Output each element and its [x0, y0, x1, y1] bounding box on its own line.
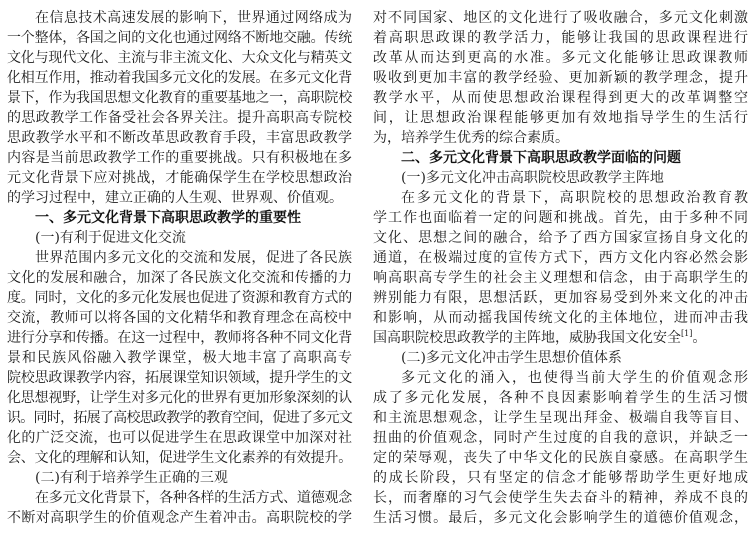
intro-paragraph [7, 8, 352, 208]
text-line: 不断对高职学生的价值观念产生着冲击。高职院校的学 [7, 510, 352, 526]
text-line: 化思想视野，让学生对多元化的世界有更加形象深刻的认 [7, 390, 352, 406]
text-line: 在多元文化背景下，各种各样的生活方式、道德观念 [35, 490, 352, 506]
text-line: 扭曲的价值观念，同时产生过度的自我的意识，并缺乏一 [373, 430, 748, 446]
text-line: 在多元文化的背景下，高职院校的思想政治教育教 [401, 190, 748, 206]
text-line: 长，而奢靡的习气会使学生失去奋斗的精神，养成不良的 [373, 490, 748, 506]
text-line: 文化与现代文化、主流与非主流文化、大众文化与精英文 [7, 50, 352, 66]
text-line: 的学习过程中，建立正确的人生观、世界观、价值观。 [7, 190, 343, 206]
text-line: 会、文化的理解和认知，促进学生文化素养的有效提升。 [7, 450, 352, 466]
text-line: 成了多元化发展，各种不良因素影响着学生的生活习惯 [373, 390, 748, 406]
text-line: 院校思政课教学内容，拓展课堂知识领域，提升学生的文 [7, 370, 352, 386]
body-paragraph [373, 188, 748, 348]
section-heading: 二、多元文化背景下高职思政教学面临的问题 [401, 150, 681, 166]
body-paragraph [7, 248, 352, 468]
text-line: 响高职高专学生的社会主义理想和信念，由于高职学生的 [373, 270, 748, 286]
text-line: 对不同国家、地区的文化进行了吸收融合，多元文化刺激 [373, 10, 748, 26]
text-line: 进行分享和传播。在这一过程中，教师将各种不同文化背 [7, 330, 352, 346]
text-line: 国高职院校思政教学的主阵地，威胁我国文化安全[1]。 [373, 329, 707, 346]
text-line: 间，让思想政治课程能够更加有效地指导学生的生活行 [373, 110, 748, 126]
left-column [7, 8, 352, 528]
text-line: 改革从而达到更高的水准。多元文化能够让思政课教师 [373, 50, 748, 66]
subsection-heading: (二)有利于培养学生正确的三观 [35, 470, 228, 486]
text-line: 着高职思政课的教学活力，能够让我国的思政课程进行 [373, 30, 748, 46]
text-line: 辨别能力有限，思想活跃，更加容易受到外来文化的冲击 [373, 290, 748, 306]
text-line: 内容是当前思政教学工作的重要挑战。只有积极地在多 [7, 150, 352, 166]
text-line: 的成长阶段，只有坚定的信念才能够帮助学生更好地成 [373, 470, 748, 486]
text-line: 化相互作用，推动着我国多元文化的发展。在多元文化背 [7, 70, 352, 86]
text-line: 文化、思想之间的融合，给予了西方国家宣扬自身文化的 [373, 230, 748, 246]
text-line: 在信息技术高速发展的影响下，世界通过网络成为 [35, 10, 352, 26]
text-line: 教学水平，从而使思想政治课程得到更大的改革调整空 [373, 90, 748, 106]
text-line: 化的广泛交流，也可以促进学生在思政课堂中加深对社 [7, 430, 352, 446]
subsection-heading: (一)多元文化冲击高职院校思政教学主阵地 [401, 170, 664, 186]
text-line: 生活习惯。最后，多元文化会影响学生的道德价值观念， [373, 510, 748, 526]
text-line: 和主流思想观念，让学生呈现出拜金、极端自我等盲目、 [373, 410, 748, 426]
text-line: 一个整体，各国之间的文化也通过网络不断地交融。传统 [7, 30, 352, 46]
text-line: 定的荣辱观，丧失了中华文化的民族自豪感。在高职学生 [373, 450, 748, 466]
citation-reference: [1] [681, 329, 693, 338]
body-paragraph [373, 368, 748, 528]
continued-paragraph [373, 8, 748, 148]
text-line: 文化的发展和融合，加深了各民族文化交流和传播的力 [7, 270, 352, 286]
text-line: 思政教学水平和不断改革思政教育手段，丰富思政教学 [7, 130, 352, 146]
subsection-heading: (一)有利于促进文化交流 [35, 230, 186, 246]
text-line: 通道，在极端过度的宣传方式下，西方文化内容必然会影 [373, 250, 748, 266]
subsection-heading: (二)多元文化冲击学生思想价值体系 [401, 350, 622, 366]
text-line: 和影响，从而动摇我国传统文化的主体地位，进而冲击我 [373, 310, 748, 326]
section-heading: 一、多元文化背景下高职思政教学的重要性 [35, 210, 301, 226]
text-line: 度。同时，文化的多元化发展也促进了资源和教育方式的 [7, 290, 352, 306]
text-line: 景下，作为我国思想文化教育的重要基地之一，高职院校 [7, 90, 352, 106]
text-line: 的思政教学工作备受社会各界关注。提升高职高专院校 [7, 110, 352, 126]
right-column [373, 8, 748, 528]
text-line: 世界范围内多元文化的交流和发展，促进了各民族 [35, 250, 352, 266]
text-line: 为，培养学生优秀的综合素质。 [373, 130, 569, 146]
text-line: 多元文化的涌入，也使得当前大学生的价值观念形 [401, 370, 748, 386]
text-line: 吸收到更加丰富的教学经验、更加新颖的教学理念，提升 [373, 70, 748, 86]
body-paragraph [7, 488, 352, 528]
text-line: 景和民族风俗融入教学课堂，极大地丰富了高职高专 [7, 350, 352, 366]
text-line: 识。同时，拓展了高校思政教学的教育空间，促进了多元文 [7, 410, 352, 426]
text-line: 学工作也面临着一定的问题和挑战。首先，由于多种不同 [373, 210, 748, 226]
text-line: 交流，教师可以将各国的文化精华和教育理念在高校中 [7, 310, 352, 326]
text-line: 元文化背景下应对挑战，才能确保学生在学校思想政治 [7, 170, 352, 186]
